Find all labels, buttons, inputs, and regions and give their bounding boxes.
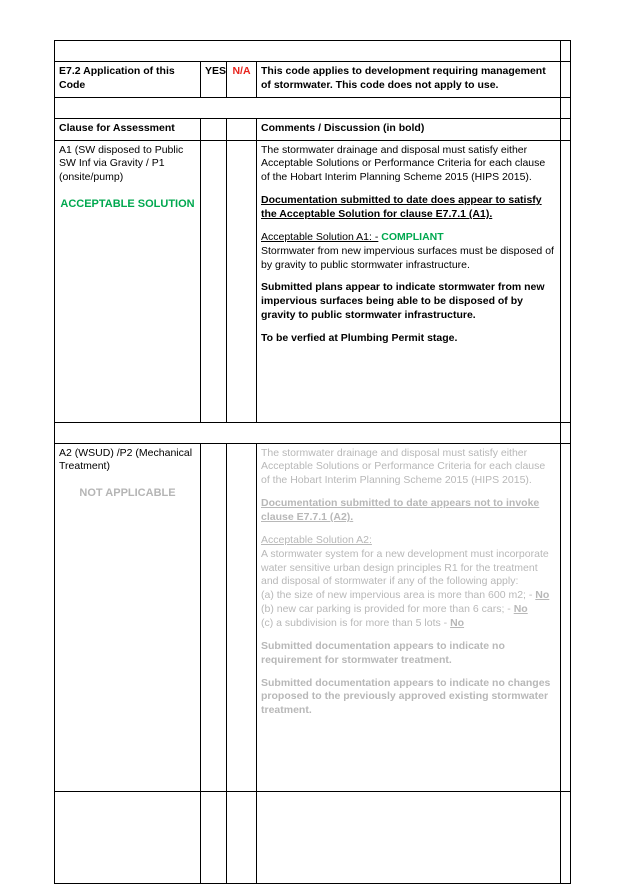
a1-paragraph-solution-text: Stormwater from new impervious surfaces must be disposed of by gravity to public stormwater infrastructure. <box>261 244 554 271</box>
spacer-cell-3 <box>55 422 561 443</box>
clause-a1-status: ACCEPTABLE SOLUTION <box>60 198 195 211</box>
clause-a1-na-cell <box>227 140 257 422</box>
section-header-na-cell <box>227 118 257 140</box>
bottom-comments-cell <box>257 791 561 883</box>
a2-criterion-c <box>261 617 556 631</box>
table-row-application-header <box>55 62 571 98</box>
assessment-table <box>54 40 571 884</box>
section-header-yes-cell <box>201 118 227 140</box>
clause-a2-cell <box>55 443 201 791</box>
a2-criterion-b-answer: No <box>513 603 528 616</box>
clause-a2-status: NOT APPLICABLE <box>79 487 176 500</box>
a1-paragraph-intro: The stormwater drainage and disposal must satisfy either Acceptable Solutions or Performance Criteria for each clause of the Hobart Interim Planning Scheme 2015 (HIPS 2015). <box>261 143 546 184</box>
spacer-cell-2 <box>55 97 561 118</box>
a1-paragraph-submitted-plans: Submitted plans appear to indicate stormwater from new impervious surfaces being able to be disposed of by gravity to public stormwater infrastructure. <box>261 281 545 322</box>
table-spacer-row-mid <box>55 97 571 118</box>
clause-a1-tail-cell <box>561 140 571 422</box>
clause-a1-yes-cell <box>201 140 227 422</box>
clause-a1-cell <box>55 140 201 422</box>
a2-paragraph-no-treatment: Submitted documentation appears to indicate no requirement for stormwater treatment. <box>261 639 505 666</box>
a2-acceptable-solution-label: Acceptable Solution A2: <box>261 533 372 546</box>
application-code-description: This code applies to development requiring management of stormwater. This code does not apply to use. <box>257 62 561 98</box>
spacer-tail-cell <box>561 41 571 62</box>
table-row <box>55 443 571 791</box>
bottom-tail-cell <box>561 791 571 883</box>
table-row-section-header <box>55 118 571 140</box>
a1-acceptable-solution-label: Acceptable Solution A1: - <box>261 230 379 243</box>
a1-paragraph-documentation: Documentation submitted to date does appear to satisfy the Acceptable Solution for clause E7.7.1 (A1). <box>261 194 542 221</box>
clause-for-assessment-label: Clause for Assessment <box>55 118 201 140</box>
section-header-tail-cell <box>561 118 571 140</box>
clause-a1-comments-cell <box>257 140 561 422</box>
a2-criterion-c-answer: No <box>450 617 465 630</box>
a2-paragraph-no-changes: Submitted documentation appears to indicate no changes proposed to the previously approved existing stormwater treatment. <box>261 676 551 717</box>
application-na-label: N/A <box>227 62 257 98</box>
spacer-tail-cell-2 <box>561 97 571 118</box>
comments-discussion-label: Comments / Discussion (in bold) <box>257 118 561 140</box>
bottom-na-cell <box>227 791 257 883</box>
clause-a2-yes-cell <box>201 443 227 791</box>
a2-paragraph-intro: The stormwater drainage and disposal must satisfy either Acceptable Solutions or Performance Criteria for each clause of the Hobart Interim Planning Scheme 2015 (HIPS 2015). <box>261 446 546 487</box>
document-page <box>54 40 570 884</box>
clause-a2-title: A2 (WSUD) /P2 (Mechanical Treatment) <box>59 446 193 473</box>
spacer-tail-cell-3 <box>561 422 571 443</box>
table-row <box>55 140 571 422</box>
a1-compliant-badge: COMPLIANT <box>381 230 444 243</box>
a2-criterion-b <box>261 603 556 617</box>
table-spacer-row-top <box>55 41 571 62</box>
clause-a2-tail-cell <box>561 443 571 791</box>
a2-criterion-a <box>261 589 556 603</box>
bottom-yes-cell <box>201 791 227 883</box>
table-spacer-row-between <box>55 422 571 443</box>
table-row-empty-bottom <box>55 791 571 883</box>
a2-paragraph-documentation: Documentation submitted to date appears not to invoke clause E7.7.1 (A2). <box>261 497 540 524</box>
spacer-cell <box>55 41 561 62</box>
clause-a2-comments-cell <box>257 443 561 791</box>
clause-a1-title: A1 (SW disposed to Public SW Inf via Gravity / P1 (onsite/pump) <box>59 143 184 184</box>
row-tail-cell <box>561 62 571 98</box>
a2-criterion-a-text: (a) the size of new impervious area is more than 600 m2; - <box>261 589 533 602</box>
a2-paragraph-solution-text: A stormwater system for a new development must incorporate water sensitive urban design principles R1 for the treatment and disposal of stormwater if any of the following apply: <box>261 547 549 588</box>
application-code-label: E7.2 Application of this Code <box>55 62 201 98</box>
application-yes-label: YES <box>201 62 227 98</box>
a2-criterion-c-text: (c) a subdivision is for more than 5 lots - <box>261 617 448 630</box>
a2-criterion-a-answer: No <box>535 589 550 602</box>
a1-acceptable-solution-line <box>261 231 556 245</box>
a1-paragraph-verification: To be verfied at Plumbing Permit stage. <box>261 332 458 345</box>
clause-a2-na-cell <box>227 443 257 791</box>
bottom-clause-cell <box>55 791 201 883</box>
a2-criterion-b-text: (b) new car parking is provided for more than 6 cars; - <box>261 603 511 616</box>
